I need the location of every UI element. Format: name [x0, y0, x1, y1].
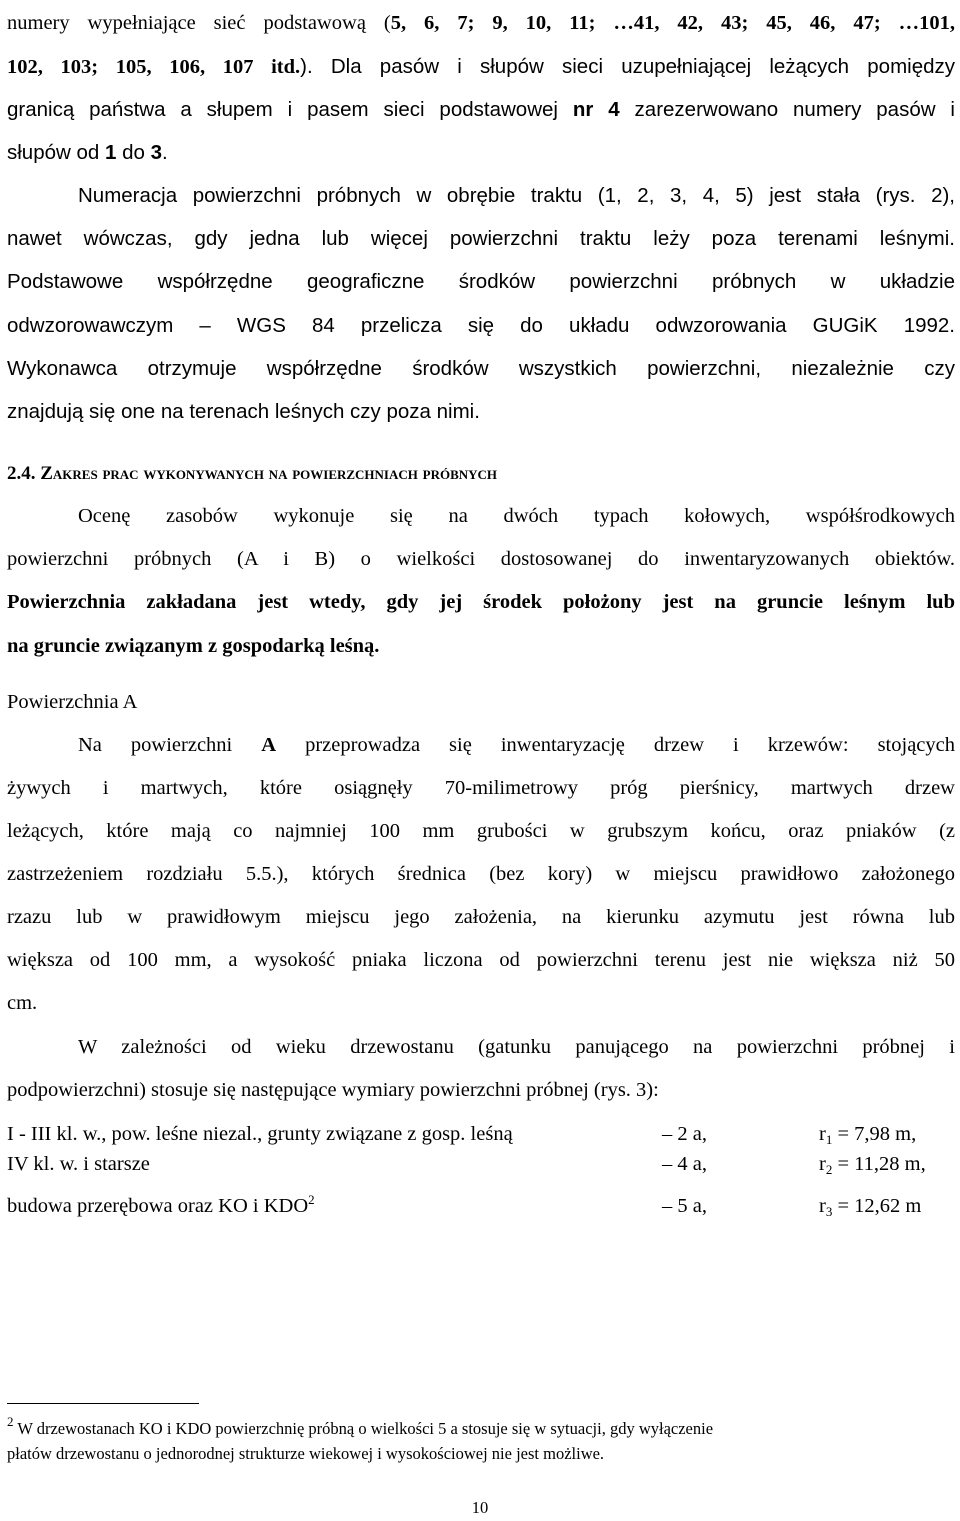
text-line: słupów od 1 do 3. — [7, 141, 168, 164]
subheading: Powierzchnia A — [7, 691, 138, 713]
footnote-ref: 2 — [308, 1192, 315, 1207]
text-line: Wykonawca otrzymuje współrzędne środków wszystkich powierzchni, niezależnie czy — [7, 357, 955, 380]
text-line: na gruncie związanym z gospodarką leśną. — [7, 635, 380, 657]
text-line: W zależności od wieku drzewostanu (gatunku panującego na powierzchni próbnej i — [78, 1036, 955, 1058]
text-line: granicą państwa a słupem i pasem sieci podstawowej nr 4 zarezerwowano numery pasów i — [7, 98, 955, 121]
table-cell-label: I - III kl. w., pow. leśne niezal., grunty związane z gosp. leśną — [7, 1123, 513, 1145]
text-line: nawet wówczas, gdy jedna lub więcej powierzchni traktu leży poza terenami leśnymi. — [7, 227, 955, 250]
text-line: cm. — [7, 992, 38, 1014]
text-line: Na powierzchni A przeprowadza się inwentaryzację drzew i krzewów: stojących — [78, 734, 955, 756]
footnote-separator — [7, 1403, 199, 1404]
text-line: odwzorowawczym – WGS 84 przelicza się do układu odwzorowania GUGiK 1992. — [7, 314, 955, 337]
footnote: $^2$ W drzewostanach KO i KDO powierzchnię próbną o wielkości 5 a stosuje się w sytuacji, gdy wyłączenie — [7, 1414, 714, 1438]
text-line: rzazu lub w prawidłowym miejscu jego założenia, na kierunku azymutu jest równa lub — [7, 906, 955, 928]
text-line: powierzchni próbnych (A i B) o wielkości dostosowanej do inwentaryzowanych obiektów. — [7, 548, 955, 570]
page-number: 10 — [471, 1498, 489, 1517]
table-cell-area: – 2 a, — [662, 1123, 707, 1145]
table-cell-radius: $r_3 = 12,62$ m — [819, 1195, 922, 1219]
text-line: 102, 103; 105, 106, 107 itd.). Dla pasów i słupów sieci uzupełniającej leżących pomiędzy — [7, 55, 956, 78]
text-line: Podstawowe współrzędne geograficzne środków powierzchni próbnych w układzie — [7, 270, 955, 293]
table-cell-label: budowa przerębowa oraz KO i KDO$^2$ — [7, 1192, 315, 1217]
table-cell-area: – 5 a, — [662, 1195, 707, 1217]
text-line: Numeracja powierzchni próbnych w obrębie traktu (1, 2, 3, 4, 5) jest stała (rys. 2), — [78, 184, 955, 207]
text-line: Powierzchnia zakładana jest wtedy, gdy jej środek położony jest na gruncie leśnym lub — [7, 591, 955, 613]
section-heading: 2.4. Zakres prac wykonywanych na powierzchniach próbnych — [7, 463, 498, 484]
table-cell-label: IV kl. w. i starsze — [7, 1153, 150, 1175]
text-line: podpowierzchni) stosuje się następujące wymiary powierzchni próbnej (rys. 3): — [7, 1079, 659, 1101]
text-line: żywych i martwych, które osiągnęły 70-milimetrowy próg pierśnicy, martwych drzew — [7, 777, 955, 799]
text-line: znajdują się one na terenach leśnych czy poza nimi. — [7, 400, 480, 423]
text-line: zastrzeżeniem rozdziału 5.5.), których średnica (bez kory) w miejscu prawidłowo założonego — [7, 863, 955, 885]
text-line: Ocenę zasobów wykonuje się na dwóch typach kołowych, współśrodkowych — [78, 505, 955, 527]
footnote: płatów drzewostanu o jednorodnej strukturze wiekowej i wysokościowej nie jest możliwe. — [7, 1444, 605, 1463]
table-cell-radius: $r_1 = 7,98$ m, — [819, 1123, 917, 1147]
table-cell-radius: $r_2 = 11,28$ m, — [819, 1153, 926, 1177]
text-line: większa od 100 mm, a wysokość pniaka liczona od powierzchni terenu jest nie większa niż 50 — [7, 949, 955, 971]
table-cell-area: – 4 a, — [662, 1153, 707, 1175]
text-line: numery wypełniające sieć podstawową (5, 6, 7; 9, 10, 11; …41, 42, 43; 45, 46, 47; …101, — [7, 12, 955, 34]
text-line: leżących, które mają co najmniej 100 mm grubości w grubszym końcu, oraz pniaków (z — [7, 820, 955, 842]
